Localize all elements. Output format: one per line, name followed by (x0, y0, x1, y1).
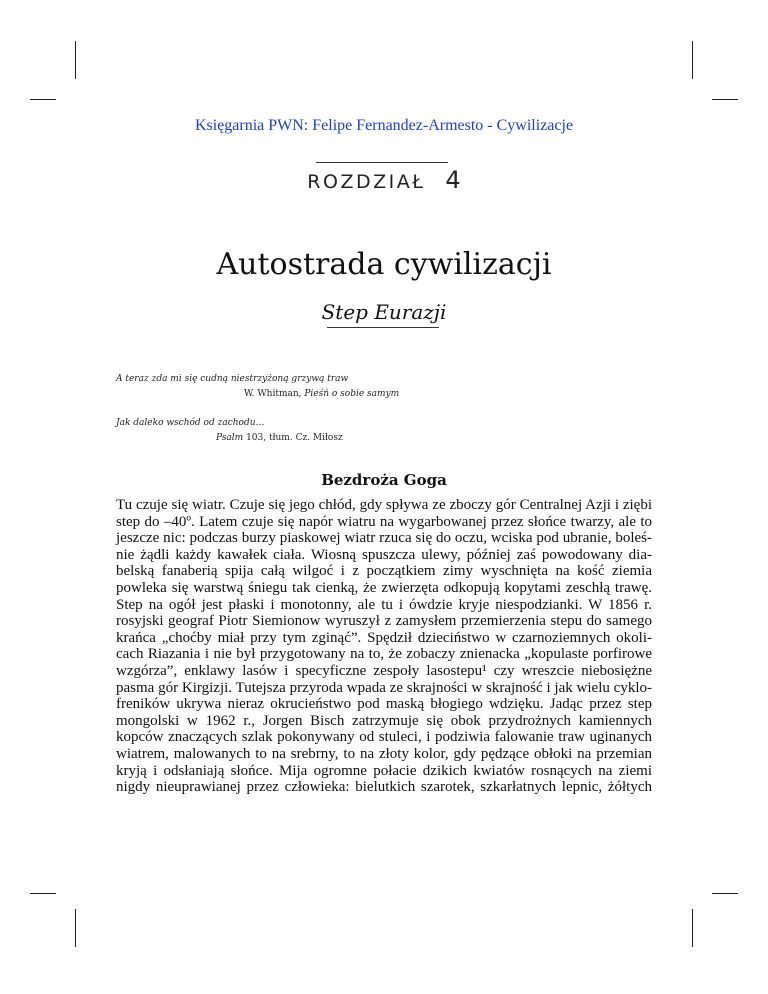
epigraph-quote: A teraz zda mi się cudną niestrzyżoną grzywą traw (116, 374, 349, 384)
epigraph-attribution: Psalm 103, tłum. Cz. Miłosz (216, 433, 343, 443)
body-line: jeszcze nic: podczas burzy piaskowej wiatr rzuca się do oczu, wciska pod ubranie, boleś- (116, 530, 652, 547)
epigraph-quote: Jak daleko wschód od zachodu… (116, 418, 265, 428)
section-heading: Bezdroża Goga (321, 471, 447, 489)
chapter-label: ROZDZIAŁ (307, 171, 426, 193)
page-title: Autostrada cywilizacji (216, 247, 552, 282)
crop-mark (30, 99, 56, 100)
body-line: Tu czuje się wiatr. Czuje się jego chłód, gdy spływa ze zboczy gór Centralnej Azji i ziębi (116, 497, 652, 513)
body-line: wiatrem, malowanych to na srebrny, to na złoty kolor, gdy pędzące obłoki na przemian (116, 745, 652, 762)
body-line: pasma gór Kirgizji. Tutejsza przyroda wpada ze skrajności w skrajność i jak wielu cyklo- (116, 679, 652, 696)
body-line: step do –40º. Latem czuje się napór wiatru na wygarbowanej przez słońce twarzy, ale to (116, 513, 652, 530)
body-line: wzgórza”, enklawy lasów i specyficzne zespoły lasostepu¹ czy wreszcie niebosiężne (116, 662, 652, 679)
chapter-rule (316, 162, 448, 163)
body-line: powleka się warstwą śniegu tak cienką, że zwierzęta odkopują kopytami zeschłą trawę. (116, 579, 652, 596)
crop-mark (30, 893, 56, 894)
page-subtitle: Step Eurazji (321, 300, 447, 324)
epigraph-attribution: W. Whitman, Pieśń o sobie samym (244, 389, 400, 399)
subtitle-rule (327, 327, 439, 328)
chapter-number: 4 (445, 166, 461, 194)
body-line: Step na ogół jest płaski i monotonny, ale tu i ówdzie kryje niespodzianki. W 1856 r. (116, 596, 652, 613)
body-line: rosyjski geograf Piotr Siemionow wyruszył z zamysłem przemierzenia stepu do samego (116, 613, 652, 630)
body-line: kopców znaczących szlak pokonywany od stuleci, i podziwia falowanie traw uginanych (116, 729, 652, 746)
crop-mark (712, 99, 738, 100)
body-line: kryją i odsłaniają słońce. Mija ogromne połacie dzikich kwiatów rosnących na ziemi (116, 762, 652, 779)
header-link[interactable]: Księgarnia PWN: Felipe Fernandez-Armesto - Cywilizacje (194, 117, 574, 134)
crop-mark (75, 909, 76, 947)
body-line: nigdy nieuprawianej przez człowieka: bielutkich szarotek, szkarłatnych lepnic, żółtych (116, 779, 652, 796)
body-line: cach Riazania i nie był przygotowany na to, że zobaczy znienacka „kopulaste porfirowe (116, 646, 652, 663)
body-line: mongolski w 1962 r., Jorgen Bisch zatrzymuje się obok przydrożnych kamiennych (116, 712, 652, 729)
crop-mark (75, 41, 76, 79)
body-line: freników ukrywa nieraz okrucieństwo pod maską błogiego wdzięku. Jadąc przez step (116, 696, 652, 713)
body-line: belską fanaberią spija całą wilgoć i z początkiem zimy wyschnięta na kość ziemia (116, 563, 652, 580)
crop-mark (692, 909, 693, 947)
body-paragraph (116, 497, 652, 796)
body-line: krańca „choćby miał przy tym zginąć”. Spędził dzieciństwo w czarnoziemnych okoli- (116, 629, 652, 646)
body-line: nie żądli każdy kawałek ciała. Wiosną spuszcza ulewy, później zaś powodowany dia- (116, 546, 652, 563)
crop-mark (692, 41, 693, 79)
chapter-heading (0, 166, 768, 194)
crop-mark (712, 893, 738, 894)
